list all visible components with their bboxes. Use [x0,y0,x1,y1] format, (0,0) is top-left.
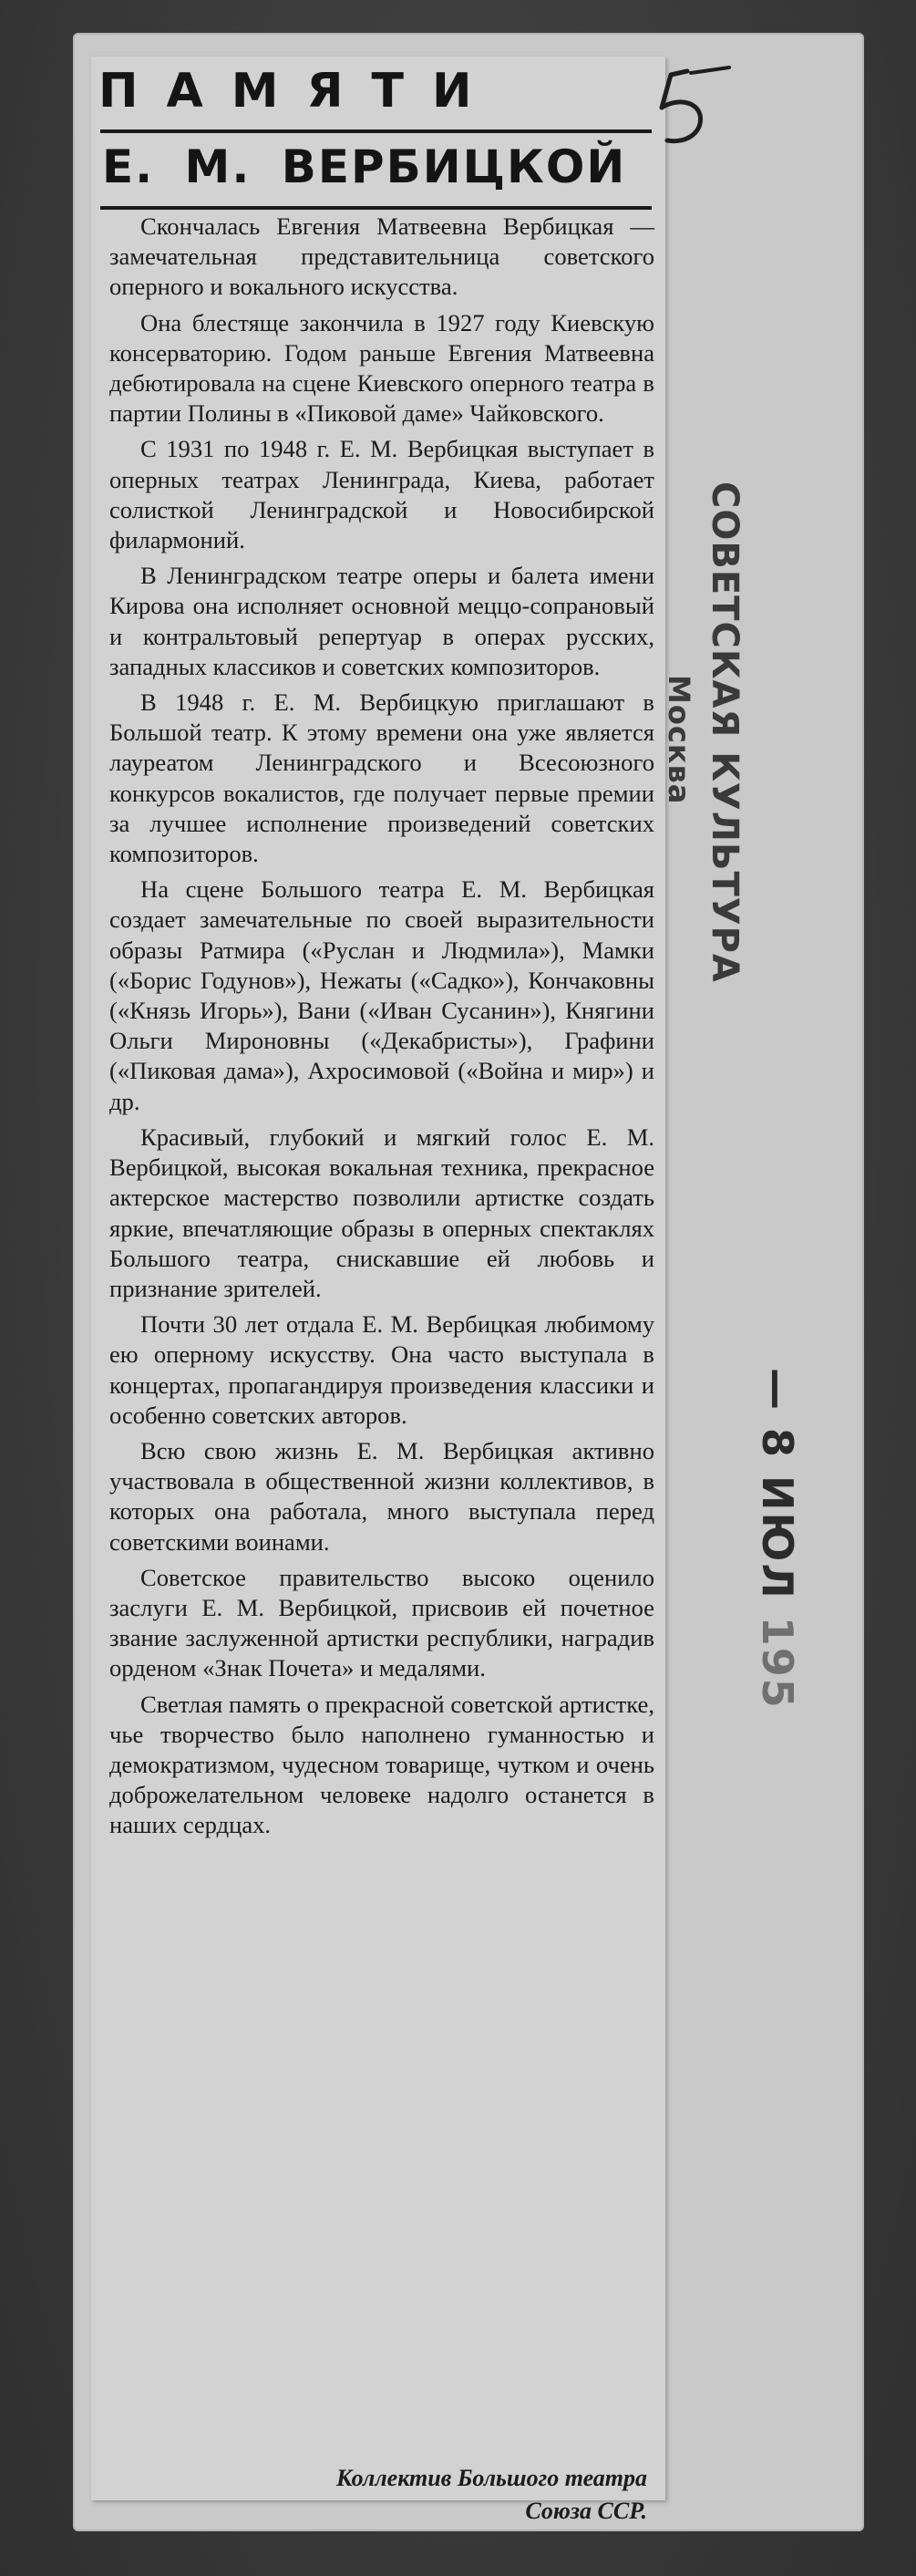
article-paragraph: Светлая память о прекрасной советской артистке, чье творчество было наполнено гуманностью и демократизмом, чудесном товарище, чутком и очень доброжелательном человеке надолго останется в наших сердцах. [109,1690,654,1839]
newspaper-name-stamp: СОВЕТСКАЯ КУЛЬТУРА [704,481,746,983]
date-stamp-month: ИЮЛ [753,1475,802,1600]
signature-line-2: Союза ССР. [525,2498,647,2524]
date-stamp-year: 195 [753,1616,802,1710]
article-paragraph: Красивый, глубокий и мягкий голос Е. М. Вербицкой, высокая вокальная техника, прекрасное актерское мастерство позволили артистке создать яркие, впечатляющие образы в оперных спектаклях Большого театра, снискавшие ей любовь и признание зрителей. [109,1122,654,1302]
article-paragraph: Всю свою жизнь Е. М. Вербицкая активно участвовала в общественной жизни коллективов, в которых она работала, много выступала перед советскими воинами. [109,1436,654,1556]
signature-line-1: Коллектив Большого театра [335,2465,647,2491]
article-paragraph: На сцене Большого театра Е. М. Вербицкая создает замечательные по своей выразительности образы Ратмира («Руслан и Людмила»), Мамки («Борис Годунов»), Нежаты («Садко»), Кончаковны («Князь Игорь»), Вани («Иван Сусанин»), Княгини Ольги Мироновны («Декабристы»), Графини («Пиковая дама»), Ахросимовой («Война и мир») и др. [109,875,654,1115]
article-paragraph: Почти 30 лет отдала Е. М. Вербицкая любимому ею оперному искусству. Она часто выступала в концертах, пропагандируя произведения классики и особенно советских авторов. [109,1310,654,1429]
article-paragraph: С 1931 по 1948 г. Е. М. Вербицкая выступает в оперных театрах Ленинграда, Киева, работает солисткой Ленинградской и Новосибирской филармоний. [109,435,654,554]
date-stamp-day: — 8 [753,1368,802,1460]
article-paragraph: В Ленинградском театре оперы и балета имени Кирова она исполняет основной меццо-сопрановый и контральтовый репертуар в операх русских, западных классиков и советских композиторов. [109,562,654,680]
date-stamp [753,1368,802,1710]
signature [146,2462,647,2528]
headline-rule-top [100,129,652,133]
headline-line-1: ПАМЯТИ [98,64,500,119]
handwritten-number-5 [634,55,744,155]
headline-line-2: Е. М. ВЕРБИЦКОЙ [102,140,627,193]
headline-rule-bottom [100,206,652,210]
city-stamp: Москва [662,675,696,805]
article-paragraph: В 1948 г. Е. М. Вербицкую приглашают в Большой театр. К этому времени она уже является лауреатом Ленинградского и Всесоюзного конкурсов вокалистов, где получает первые премии за лучшее исполнение произведений советских композиторов. [109,688,654,868]
article-paragraph: Она блестяще закончила в 1927 году Киевскую консерваторию. Годом раньше Евгения Матвеевна дебютировала на сцене Киевского оперного театра в партии Полины в «Пиковой даме» Чайковского. [109,308,654,428]
article-paragraph: Скончалась Евгения Матвеевна Вербицкая — замечательная представительница советского оперного и вокального искусства. [109,212,654,301]
article-body [109,212,654,1847]
article-paragraph: Советское правительство высоко оценило заслуги Е. М. Вербицкой, присвоив ей почетное звание заслуженной артистки республики, наградив орденом «Знак Почета» и медалями. [109,1563,654,1682]
